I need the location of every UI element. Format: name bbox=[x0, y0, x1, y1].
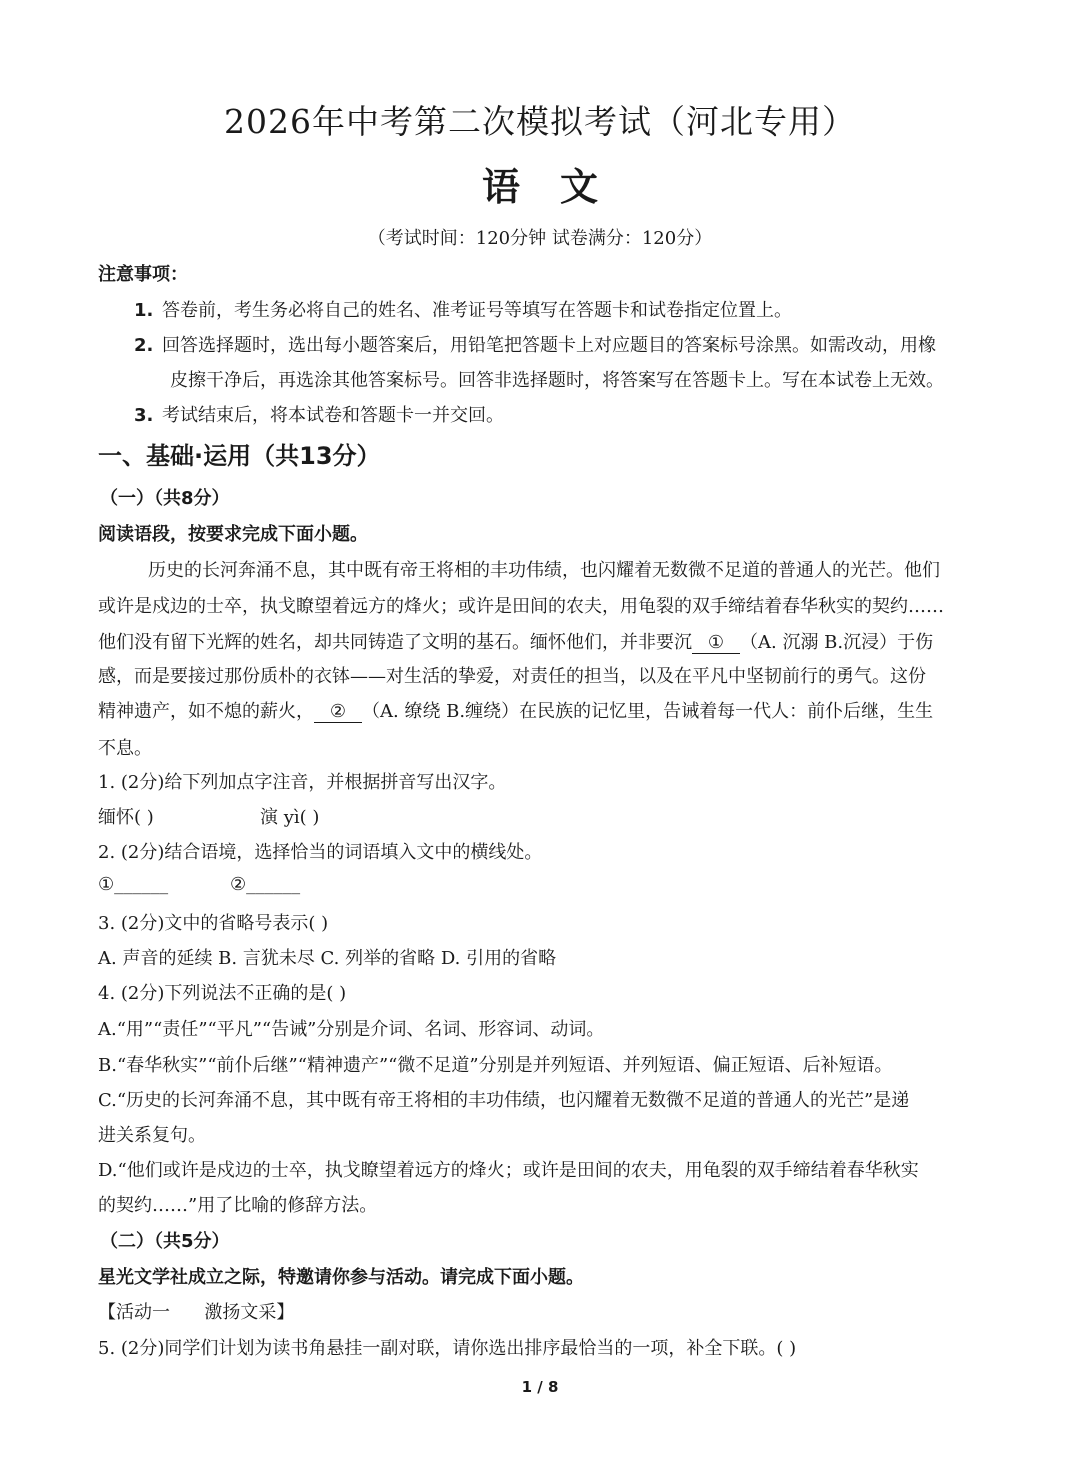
passage-line-2: 或许是戍边的士卒，执戈瞭望着远方的烽火；或许是田间的农夫，用龟裂的双手缔结着春华秋实的契约…… bbox=[98, 596, 944, 617]
blank-2: ② bbox=[314, 701, 362, 723]
notice-item-2-continued: 皮擦干净后，再选涂其他答案标号。回答非选择题时，将答案写在答题卡上。写在本试卷上无效。 bbox=[170, 370, 944, 391]
notice-item-2 bbox=[134, 331, 936, 357]
answer-slot: ②______ bbox=[230, 874, 301, 895]
part-heading: （一）（共8分） bbox=[100, 488, 230, 509]
question-2: 2. (2分)结合语境，选择恰当的词语填入文中的横线处。 bbox=[98, 842, 543, 863]
part-heading: （二）（共5分） bbox=[100, 1231, 230, 1252]
question-4-option-d: D.“他们或许是戍边的士卒，执戈瞭望着远方的烽火；或许是田间的农夫，用龟裂的双手缔结着春华秋实 bbox=[98, 1160, 919, 1181]
activity-instruction: 星光文学社成立之际，特邀请你参与活动。请完成下面小题。 bbox=[98, 1267, 584, 1288]
question-3-options: A. 声音的延续 B. 言犹未尽 C. 列举的省略 D. 引用的省略 bbox=[98, 948, 557, 969]
page-number: 1 / 8 bbox=[521, 1378, 559, 1396]
passage-text: 精神遗产，如不熄的薪火， bbox=[98, 701, 314, 722]
question-2-answer-row bbox=[98, 874, 300, 895]
exam-title: 2026年中考第二次模拟考试（河北专用） bbox=[224, 102, 856, 141]
passage-line-5 bbox=[98, 697, 933, 723]
notice-number: 1. bbox=[134, 300, 154, 321]
activity-label: 【活动一 激扬文采】 bbox=[98, 1302, 295, 1323]
answer-slot: 演 yì( ) bbox=[260, 807, 320, 828]
notice-item-3 bbox=[134, 401, 504, 427]
notice-text: 回答选择题时，选出每小题答案后，用铅笔把答题卡上对应题目的答案标号涂黑。如需改动，用橡 bbox=[162, 335, 936, 356]
section-heading: 一、基础·运用（共13分） bbox=[98, 442, 381, 470]
question-1-answer-row bbox=[98, 803, 319, 829]
passage-line-3 bbox=[98, 628, 933, 654]
passage-line-1: 历史的长河奔涌不息，其中既有帝王将相的丰功伟绩，也闪耀着无数微不足道的普通人的光芒。他们 bbox=[148, 560, 940, 581]
blank-1: ① bbox=[692, 632, 740, 654]
question-1: 1. (2分)给下列加点字注音，并根据拼音写出汉字。 bbox=[98, 772, 507, 793]
answer-slot: ①______ bbox=[98, 874, 169, 895]
question-4-option-a: A.“用”“责任”“平凡”“告诫”分别是介词、名词、形容词、动词。 bbox=[98, 1019, 605, 1040]
question-4-option-c: C.“历史的长河奔涌不息，其中既有帝王将相的丰功伟绩，也闪耀着无数微不足道的普通人的光芒”是递 bbox=[98, 1090, 910, 1111]
reading-instruction: 阅读语段，按要求完成下面小题。 bbox=[98, 524, 368, 545]
notice-item-1 bbox=[134, 296, 792, 322]
notice-text: 考试结束后，将本试卷和答题卡一并交回。 bbox=[162, 405, 504, 426]
question-5: 5. (2分)同学们计划为读书角悬挂一副对联，请你选出排序最恰当的一项，补全下联。( ) bbox=[98, 1338, 797, 1359]
question-4-option-d-cont: 的契约……”用了比喻的修辞方法。 bbox=[98, 1195, 378, 1216]
notice-text: 答卷前，考生务必将自己的姓名、准考证号等填写在答题卡和试卷指定位置上。 bbox=[162, 300, 792, 321]
question-4-option-b: B.“春华秋实”“前仆后继”“精神遗产”“微不足道”分别是并列短语、并列短语、偏正短语、后补短语。 bbox=[98, 1055, 893, 1076]
notice-heading: 注意事项： bbox=[98, 264, 188, 285]
notice-number: 3. bbox=[134, 405, 154, 426]
question-3: 3. (2分)文中的省略号表示( ) bbox=[98, 913, 329, 934]
question-4: 4. (2分)下列说法不正确的是( ) bbox=[98, 983, 347, 1004]
notice-number: 2. bbox=[134, 335, 154, 356]
passage-text: （A. 沉溺 B.沉浸）于伤 bbox=[740, 632, 934, 653]
exam-meta: （考试时间：120分钟 试卷满分：120分） bbox=[367, 228, 713, 249]
passage-line-4: 感，而是要接过那份质朴的衣钵——对生活的挚爱，对责任的担当，以及在平凡中坚韧前行的勇气。这份 bbox=[98, 666, 926, 687]
passage-line-6: 不息。 bbox=[98, 738, 152, 759]
question-4-option-c-cont: 进关系复句。 bbox=[98, 1125, 206, 1146]
passage-text: 他们没有留下光辉的姓名，却共同铸造了文明的基石。缅怀他们，并非要沉 bbox=[98, 632, 692, 653]
answer-slot: 缅怀( ) bbox=[98, 807, 154, 828]
passage-text: （A. 缭绕 B.缠绕）在民族的记忆里，告诫着每一代人：前仆后继，生生 bbox=[362, 701, 934, 722]
subject-title: 语文 bbox=[481, 164, 638, 209]
